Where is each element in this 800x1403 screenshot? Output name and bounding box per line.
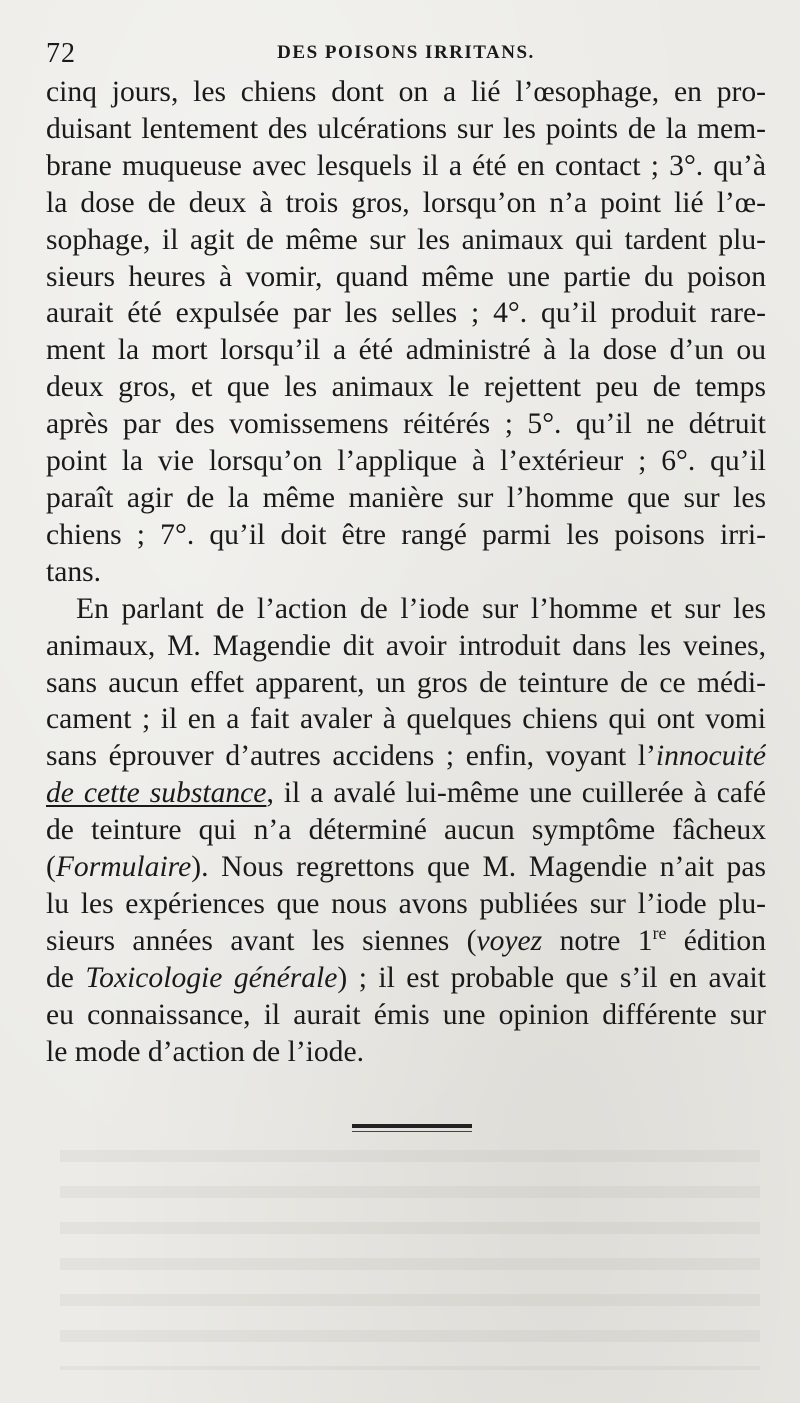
paragraph-conclusions (46, 74, 766, 591)
italic-run: innocuité (655, 740, 766, 773)
text-line (46, 775, 766, 812)
text-line: aurait été expulsée par les selles ; 4°. qu’il produit rare- (46, 297, 766, 330)
text-line: sophage, il agit de même sur les animaux qui tardent plu- (46, 223, 766, 256)
superscript: re (652, 922, 667, 943)
text-run: , il a avalé lui-même une cuillerée à café (266, 777, 766, 810)
text-line: duisant lentement des ulcérations sur les points de la mem- (46, 112, 766, 145)
text-line: sieurs heures à vomir, quand même une partie du poison (46, 260, 766, 293)
text-line: de teinture qui n’a déterminé aucun symptôme fâcheux (46, 814, 766, 847)
italic-run: Toxicologie générale (85, 961, 338, 994)
show-through-texture (60, 1150, 760, 1370)
text-line: cinq jours, les chiens dont on a lié l’œsophage, en pro- (46, 76, 766, 108)
text-run: ( (46, 851, 56, 884)
text-line: En parlant de l’action de l’iode sur l’homme et sur les (76, 592, 766, 625)
text-line (46, 960, 766, 997)
text-line: deux gros, et que les animaux le rejettent peu de temps (46, 371, 766, 404)
text-line (46, 738, 766, 775)
text-run: sieurs années avant les siennes ( (46, 924, 477, 957)
text-line: tans. (46, 555, 102, 588)
page-header (46, 38, 766, 74)
text-run: sans éprouver d’autres accidens ; enfin, voyant l’ (46, 740, 656, 773)
text-line: lu les expériences que nous avons publiées sur l’iode plu- (46, 887, 766, 920)
text-run: ) ; il est probable que s’il en avait (337, 961, 766, 994)
paragraph-iode (46, 591, 766, 1071)
text-line: ment la mort lorsqu’il a été administré à la dose d’un ou (46, 334, 766, 367)
text-run: ). Nous regrettons que M. Magendie n’ait pas (191, 851, 766, 884)
text-line: chiens ; 7°. qu’il doit être rangé parmi les poisons irri- (46, 518, 766, 551)
text-run: de (46, 961, 86, 994)
text-line (46, 849, 766, 886)
italic-run: voyez (476, 924, 543, 957)
page-number: 72 (46, 38, 76, 69)
text-line: point la vie lorsqu’on l’applique à l’extérieur ; 6°. qu’il (46, 445, 766, 478)
section-rule (352, 1124, 472, 1128)
text-line: animaux, M. Magendie dit avoir introduit dans les veines, (46, 629, 766, 662)
body-text (46, 74, 766, 1070)
text-run: notre 1 (542, 924, 653, 957)
text-line: paraît agir de la même manière sur l’homme que sur les (46, 481, 766, 514)
italic-run: Formulaire (55, 851, 192, 884)
running-head: DES POISONS IRRITANS. (277, 42, 535, 63)
text-line: cament ; il en a fait avaler à quelques chiens qui ont vomi (46, 703, 766, 736)
text-run: édition (666, 924, 766, 957)
text-line: eu connaissance, il aurait émis une opinion différente sur (46, 998, 766, 1031)
text-line: brane muqueuse avec lesquels il a été en contact ; 3°. qu’à (46, 149, 766, 182)
text-line: après par des vomissemens réitérés ; 5°. qu’il ne détruit (46, 408, 766, 441)
text-line: le mode d’action de l’iode. (46, 1035, 365, 1068)
text-line: la dose de deux à trois gros, lorsqu’on n’a point lié l’œ- (46, 186, 766, 219)
italic-underlined-run: de cette substance (46, 777, 267, 810)
text-line: sans aucun effet apparent, un gros de teinture de ce médi- (46, 666, 766, 699)
text-line (46, 923, 766, 960)
